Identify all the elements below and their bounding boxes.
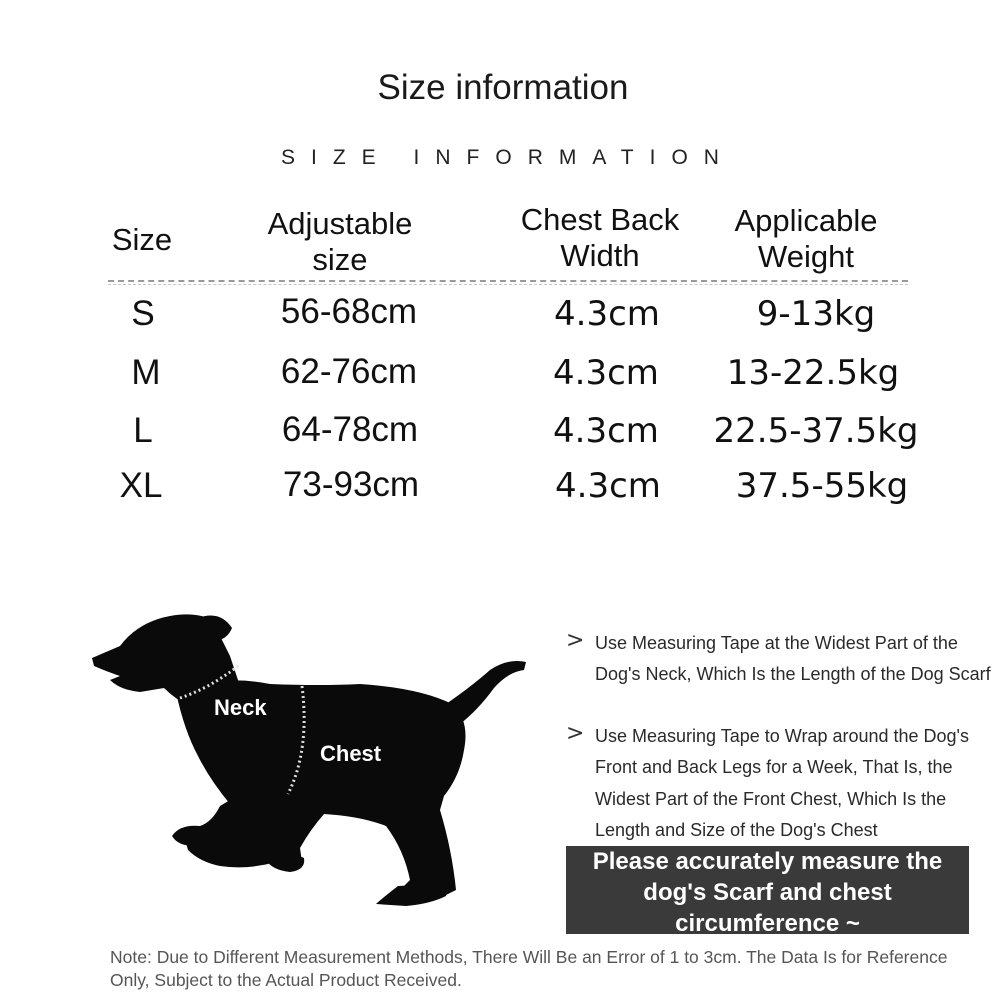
table-divider-secondary xyxy=(108,284,908,285)
neck-label: Neck xyxy=(214,695,267,720)
header-adjustable-line1: Adjustable xyxy=(267,206,413,241)
row-xl-chest-back: 4.3cm xyxy=(555,466,661,506)
disclaimer-note: Note: Due to Different Measurement Methods, There Will Be an Error of 1 to 3cm. The Data Is for Reference Only, Subject to the Actual Product Received. xyxy=(110,947,948,990)
callout-line3: circumference ~ xyxy=(675,910,860,937)
row-s-weight: 9-13kg xyxy=(756,294,876,334)
header-applicable-weight xyxy=(696,203,916,275)
table-divider xyxy=(108,280,908,282)
row-m-chest-back: 4.3cm xyxy=(553,353,659,393)
instruction-chest-text: Use Measuring Tape to Wrap around the Dog's Front and Back Legs for a Week, That Is, the Widest Part of the Front Chest, Which Is the Length and Size of the Dog's Chest xyxy=(595,726,969,840)
header-size: Size xyxy=(111,222,173,257)
header-adjustable-size xyxy=(230,206,450,278)
row-m-adjustable: 62-76cm xyxy=(280,352,418,391)
section-subtitle: SIZE INFORMATION xyxy=(281,146,735,169)
header-adjustable-line2: size xyxy=(312,242,368,277)
chevron-right-icon: > xyxy=(566,628,585,653)
row-l-adjustable: 64-78cm xyxy=(281,410,419,449)
chest-label: Chest xyxy=(320,741,382,766)
measure-callout xyxy=(566,846,969,937)
header-weight-line1: Applicable xyxy=(734,203,878,238)
header-chest-line1: Chest Back xyxy=(520,202,680,237)
callout-line2: dog's Scarf and chest xyxy=(643,879,892,906)
header-chest-line2: Width xyxy=(560,238,640,273)
page-title: Size information xyxy=(377,68,629,107)
instruction-neck xyxy=(566,628,996,718)
instruction-chest xyxy=(566,721,996,841)
row-s-chest-back: 4.3cm xyxy=(554,294,660,334)
row-xl-size: XL xyxy=(119,466,163,505)
row-s-adjustable: 56-68cm xyxy=(280,292,418,331)
row-m-size: M xyxy=(131,353,161,392)
row-s-size: S xyxy=(131,294,155,333)
row-l-weight: 22.5-37.5kg xyxy=(713,411,919,451)
row-l-chest-back: 4.3cm xyxy=(553,411,659,451)
row-l-size: L xyxy=(133,411,153,450)
chevron-right-icon: > xyxy=(566,721,585,746)
row-xl-adjustable: 73-93cm xyxy=(282,465,420,504)
header-chest-back-width xyxy=(490,202,710,274)
row-xl-weight: 37.5-55kg xyxy=(735,466,909,506)
row-m-weight: 13-22.5kg xyxy=(726,353,900,393)
instruction-neck-text: Use Measuring Tape at the Widest Part of the Dog's Neck, Which Is the Length of the Dog Scarf xyxy=(595,633,991,685)
dog-silhouette xyxy=(80,600,540,920)
header-weight-line2: Weight xyxy=(758,239,854,274)
callout-line1: Please accurately measure the xyxy=(592,848,943,875)
